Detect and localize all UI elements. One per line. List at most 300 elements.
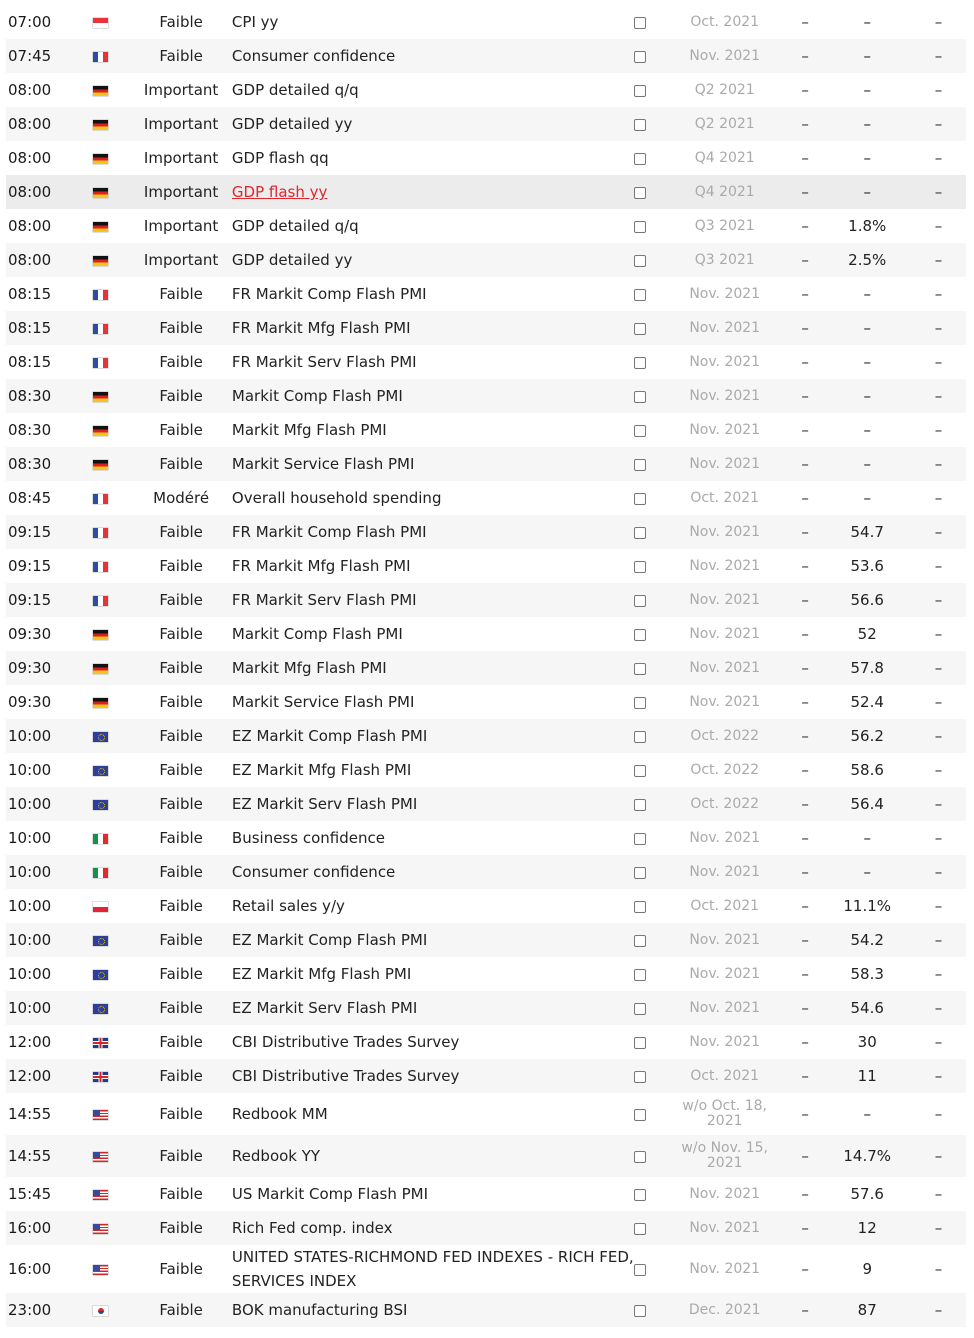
event-checkbox[interactable] xyxy=(634,595,646,607)
table-row[interactable] xyxy=(6,685,966,719)
eu-flag-icon xyxy=(93,936,108,946)
actual-value: – xyxy=(801,863,809,881)
event-checkbox[interactable] xyxy=(634,1109,646,1121)
event-name[interactable]: EZ Markit Mfg Flash PMI xyxy=(231,761,412,779)
actual-value: – xyxy=(801,1185,809,1203)
event-time: 08:15 xyxy=(8,319,52,337)
de-flag-icon xyxy=(93,664,108,674)
consensus-value: – xyxy=(934,897,943,915)
event-period: w/o Nov. 15, 2021 xyxy=(681,1140,768,1171)
event-checkbox[interactable] xyxy=(634,1151,646,1163)
previous-value: – xyxy=(863,319,871,337)
event-period: w/o Oct. 18, 2021 xyxy=(682,1098,767,1129)
event-time: 08:00 xyxy=(8,251,52,269)
consensus-value: – xyxy=(934,557,943,575)
event-name[interactable]: FR Markit Mfg Flash PMI xyxy=(231,319,411,337)
event-checkbox[interactable] xyxy=(634,1223,646,1235)
event-checkbox[interactable] xyxy=(634,1189,646,1201)
event-name[interactable]: US Markit Comp Flash PMI xyxy=(231,1185,429,1203)
event-time: 23:00 xyxy=(8,1301,52,1319)
event-name[interactable]: CPI yy xyxy=(231,13,279,31)
fr-flag-icon xyxy=(93,494,108,504)
importance-label: Faible xyxy=(159,1033,203,1051)
event-name[interactable]: FR Markit Serv Flash PMI xyxy=(231,353,417,371)
actual-value: – xyxy=(801,1301,809,1319)
de-flag-icon xyxy=(93,154,108,164)
event-period: Nov. 2021 xyxy=(689,659,761,676)
table-row[interactable] xyxy=(6,175,966,209)
fr-flag-icon xyxy=(93,562,108,572)
actual-value: – xyxy=(801,13,809,31)
event-checkbox[interactable] xyxy=(634,561,646,573)
sg-flag-icon xyxy=(93,18,108,28)
event-period: Nov. 2021 xyxy=(689,421,761,438)
importance-label: Modéré xyxy=(153,489,210,507)
event-name[interactable]: Markit Mfg Flash PMI xyxy=(231,659,387,677)
event-time: 10:00 xyxy=(8,863,52,881)
event-period: Q3 2021 xyxy=(694,251,755,268)
event-time: 09:15 xyxy=(8,557,52,575)
eu-flag-icon xyxy=(93,1004,108,1014)
event-time: 10:00 xyxy=(8,999,52,1017)
event-time: 10:00 xyxy=(8,829,52,847)
table-row[interactable] xyxy=(6,549,966,583)
event-name[interactable]: FR Markit Comp Flash PMI xyxy=(231,285,427,303)
event-checkbox[interactable] xyxy=(634,527,646,539)
event-name[interactable]: FR Markit Serv Flash PMI xyxy=(231,591,417,609)
event-name[interactable]: Rich Fed comp. index xyxy=(231,1219,393,1237)
event-name[interactable]: Markit Mfg Flash PMI xyxy=(231,421,387,439)
table-row[interactable] xyxy=(6,413,966,447)
consensus-value: – xyxy=(934,251,943,269)
previous-value: – xyxy=(863,421,871,439)
table-row[interactable] xyxy=(6,39,966,73)
importance-label: Faible xyxy=(159,1147,203,1165)
previous-value: – xyxy=(863,285,871,303)
table-row[interactable] xyxy=(6,991,966,1025)
de-flag-icon xyxy=(93,120,108,130)
event-period: Q4 2021 xyxy=(694,149,755,166)
event-time: 12:00 xyxy=(8,1067,52,1085)
table-row[interactable] xyxy=(6,243,966,277)
de-flag-icon xyxy=(93,392,108,402)
event-checkbox[interactable] xyxy=(634,1264,646,1276)
event-checkbox[interactable] xyxy=(634,901,646,913)
actual-value: – xyxy=(801,897,809,915)
table-row[interactable] xyxy=(6,73,966,107)
event-name[interactable]: Consumer confidence xyxy=(231,863,396,881)
event-time: 07:45 xyxy=(8,47,52,65)
de-flag-icon xyxy=(93,426,108,436)
event-name[interactable]: GDP flash qq xyxy=(231,149,329,167)
importance-label: Faible xyxy=(159,523,203,541)
importance-label: Faible xyxy=(159,285,203,303)
previous-value: 12 xyxy=(857,1219,877,1237)
consensus-value: – xyxy=(934,795,943,813)
event-period: Nov. 2021 xyxy=(689,591,761,608)
event-name[interactable]: Markit Comp Flash PMI xyxy=(231,625,403,643)
event-time: 10:00 xyxy=(8,931,52,949)
actual-value: – xyxy=(801,1260,809,1278)
importance-label: Important xyxy=(143,81,219,99)
kr-flag-icon xyxy=(93,1306,108,1316)
event-time: 09:15 xyxy=(8,523,52,541)
event-name[interactable]: Redbook YY xyxy=(231,1147,321,1165)
event-name[interactable]: Overall household spending xyxy=(231,489,442,507)
event-name[interactable]: EZ Markit Comp Flash PMI xyxy=(231,931,428,949)
actual-value: – xyxy=(801,659,809,677)
event-checkbox[interactable] xyxy=(634,1037,646,1049)
consensus-value: – xyxy=(934,625,943,643)
de-flag-icon xyxy=(93,86,108,96)
previous-value: 1.8% xyxy=(848,217,887,235)
event-period: Oct. 2021 xyxy=(690,1067,760,1084)
event-name[interactable]: Markit Comp Flash PMI xyxy=(231,387,403,405)
de-flag-icon xyxy=(93,698,108,708)
event-checkbox[interactable] xyxy=(634,935,646,947)
actual-value: – xyxy=(801,625,809,643)
event-checkbox[interactable] xyxy=(634,1071,646,1083)
actual-value: – xyxy=(801,455,809,473)
actual-value: – xyxy=(801,693,809,711)
actual-value: – xyxy=(801,81,809,99)
event-checkbox[interactable] xyxy=(634,1003,646,1015)
event-name[interactable]: FR Markit Comp Flash PMI xyxy=(231,523,427,541)
table-row[interactable] xyxy=(6,719,966,753)
previous-value: – xyxy=(863,353,871,371)
consensus-value: – xyxy=(934,829,943,847)
importance-label: Faible xyxy=(159,727,203,745)
event-checkbox[interactable] xyxy=(634,969,646,981)
importance-label: Faible xyxy=(159,999,203,1017)
event-checkbox[interactable] xyxy=(634,119,646,131)
event-checkbox[interactable] xyxy=(634,493,646,505)
event-time: 08:00 xyxy=(8,115,52,133)
importance-label: Faible xyxy=(159,455,203,473)
previous-value: 57.8 xyxy=(850,659,884,677)
event-time: 08:30 xyxy=(8,387,52,405)
table-row[interactable] xyxy=(6,617,966,651)
importance-label: Faible xyxy=(159,319,203,337)
actual-value: – xyxy=(801,1219,809,1237)
event-time: 08:00 xyxy=(8,217,52,235)
previous-value: 54.2 xyxy=(850,931,884,949)
table-row[interactable] xyxy=(6,787,966,821)
event-period: Oct. 2021 xyxy=(690,897,760,914)
event-checkbox[interactable] xyxy=(634,323,646,335)
previous-value: – xyxy=(863,47,871,65)
event-time: 12:00 xyxy=(8,1033,52,1051)
actual-value: – xyxy=(801,999,809,1017)
event-checkbox[interactable] xyxy=(634,85,646,97)
importance-label: Faible xyxy=(159,13,203,31)
consensus-value: – xyxy=(934,149,943,167)
importance-label: Important xyxy=(143,149,219,167)
previous-value: 52.4 xyxy=(850,693,884,711)
table-row[interactable] xyxy=(6,957,966,991)
event-checkbox[interactable] xyxy=(634,867,646,879)
consensus-value: – xyxy=(934,1260,943,1278)
eu-flag-icon xyxy=(93,970,108,980)
previous-value: – xyxy=(863,829,871,847)
event-time: 08:45 xyxy=(8,489,52,507)
event-time: 08:30 xyxy=(8,455,52,473)
event-time: 08:15 xyxy=(8,285,52,303)
de-flag-icon xyxy=(93,256,108,266)
event-name[interactable]: Markit Service Flash PMI xyxy=(231,693,415,711)
table-row[interactable] xyxy=(6,141,966,175)
event-period: Q2 2021 xyxy=(694,115,755,132)
event-time: 10:00 xyxy=(8,761,52,779)
fr-flag-icon xyxy=(93,52,108,62)
actual-value: – xyxy=(801,47,809,65)
previous-value: – xyxy=(863,149,871,167)
table-row[interactable] xyxy=(6,481,966,515)
consensus-value: – xyxy=(934,965,943,983)
us-flag-icon xyxy=(93,1190,108,1200)
event-period: Oct. 2022 xyxy=(690,727,760,744)
actual-value: – xyxy=(801,727,809,745)
importance-label: Faible xyxy=(159,795,203,813)
event-period: Q2 2021 xyxy=(694,81,755,98)
consensus-value: – xyxy=(934,1185,943,1203)
event-name[interactable]: GDP detailed yy xyxy=(231,115,353,133)
table-row[interactable] xyxy=(6,821,966,855)
event-checkbox[interactable] xyxy=(634,799,646,811)
importance-label: Important xyxy=(143,115,219,133)
event-time: 08:00 xyxy=(8,81,52,99)
us-flag-icon xyxy=(93,1224,108,1234)
event-checkbox[interactable] xyxy=(634,357,646,369)
consensus-value: – xyxy=(934,1219,943,1237)
table-row[interactable] xyxy=(6,5,966,39)
event-time: 14:55 xyxy=(8,1105,52,1123)
event-time: 08:30 xyxy=(8,421,52,439)
event-period: Oct. 2021 xyxy=(690,489,760,506)
consensus-value: – xyxy=(934,693,943,711)
gb-flag-icon xyxy=(93,1072,108,1082)
table-row[interactable] xyxy=(6,1059,966,1093)
table-row[interactable] xyxy=(6,447,966,481)
previous-value: 14.7% xyxy=(843,1147,892,1165)
event-period: Nov. 2021 xyxy=(689,965,761,982)
importance-label: Faible xyxy=(159,863,203,881)
event-checkbox[interactable] xyxy=(634,17,646,29)
actual-value: – xyxy=(801,591,809,609)
event-name[interactable]: Business confidence xyxy=(231,829,385,847)
event-checkbox[interactable] xyxy=(634,255,646,267)
actual-value: – xyxy=(801,251,809,269)
previous-value: 58.3 xyxy=(850,965,884,983)
table-row[interactable] xyxy=(6,583,966,617)
event-time: 08:00 xyxy=(8,183,52,201)
event-time: 10:00 xyxy=(8,727,52,745)
actual-value: – xyxy=(801,1067,809,1085)
consensus-value: – xyxy=(934,489,943,507)
previous-value: 56.4 xyxy=(850,795,884,813)
consensus-value: – xyxy=(934,931,943,949)
event-period: Nov. 2021 xyxy=(689,1033,761,1050)
previous-value: 30 xyxy=(857,1033,877,1051)
event-link[interactable]: GDP flash yy xyxy=(231,183,328,201)
consensus-value: – xyxy=(934,81,943,99)
consensus-value: – xyxy=(934,47,943,65)
event-period: Nov. 2021 xyxy=(689,1260,761,1277)
event-checkbox[interactable] xyxy=(634,1305,646,1317)
event-checkbox[interactable] xyxy=(634,221,646,233)
fr-flag-icon xyxy=(93,324,108,334)
table-row[interactable] xyxy=(6,753,966,787)
table-row[interactable] xyxy=(6,923,966,957)
event-checkbox[interactable] xyxy=(634,391,646,403)
event-time: 09:30 xyxy=(8,659,52,677)
table-row[interactable] xyxy=(6,209,966,243)
table-row[interactable] xyxy=(6,311,966,345)
fr-flag-icon xyxy=(93,528,108,538)
event-name[interactable]: Retail sales y/y xyxy=(231,897,345,915)
event-name[interactable]: Markit Service Flash PMI xyxy=(231,455,415,473)
event-name[interactable]: EZ Markit Comp Flash PMI xyxy=(231,727,428,745)
table-row[interactable] xyxy=(6,651,966,685)
table-row[interactable] xyxy=(6,1211,966,1245)
consensus-value: – xyxy=(934,863,943,881)
actual-value: – xyxy=(801,353,809,371)
table-row[interactable] xyxy=(6,889,966,923)
importance-label: Faible xyxy=(159,1219,203,1237)
event-name[interactable]: Redbook MM xyxy=(231,1105,328,1123)
event-checkbox[interactable] xyxy=(634,459,646,471)
consensus-value: – xyxy=(934,319,943,337)
event-name[interactable]: GDP detailed yy xyxy=(231,251,353,269)
event-name[interactable]: GDP detailed q/q xyxy=(231,81,359,99)
previous-value: 54.6 xyxy=(850,999,884,1017)
event-checkbox[interactable] xyxy=(634,663,646,675)
importance-label: Faible xyxy=(159,1105,203,1123)
importance-label: Faible xyxy=(159,353,203,371)
consensus-value: – xyxy=(934,1147,943,1165)
event-name[interactable]: GDP detailed q/q xyxy=(231,217,359,235)
de-flag-icon xyxy=(93,222,108,232)
previous-value: 11 xyxy=(857,1067,877,1085)
table-row[interactable] xyxy=(6,277,966,311)
importance-label: Faible xyxy=(159,421,203,439)
event-checkbox[interactable] xyxy=(634,187,646,199)
event-checkbox[interactable] xyxy=(634,731,646,743)
event-name[interactable]: FR Markit Mfg Flash PMI xyxy=(231,557,411,575)
event-name[interactable]: EZ Markit Serv Flash PMI xyxy=(231,999,418,1017)
economic-calendar-table xyxy=(6,5,966,1327)
event-period: Oct. 2022 xyxy=(690,795,760,812)
table-row[interactable] xyxy=(6,1293,966,1327)
consensus-value: – xyxy=(934,13,943,31)
importance-label: Important xyxy=(143,183,219,201)
event-period: Oct. 2022 xyxy=(690,761,760,778)
event-checkbox[interactable] xyxy=(634,833,646,845)
de-flag-icon xyxy=(93,188,108,198)
previous-value: – xyxy=(863,13,871,31)
previous-value: 9 xyxy=(862,1260,872,1278)
previous-value: 58.6 xyxy=(850,761,884,779)
actual-value: – xyxy=(801,1033,809,1051)
event-checkbox[interactable] xyxy=(634,697,646,709)
event-checkbox[interactable] xyxy=(634,289,646,301)
event-period: Nov. 2021 xyxy=(689,47,761,64)
event-period: Nov. 2021 xyxy=(689,1185,761,1202)
pl-flag-icon xyxy=(93,902,108,912)
importance-label: Faible xyxy=(159,1260,203,1278)
importance-label: Faible xyxy=(159,829,203,847)
importance-label: Important xyxy=(143,251,219,269)
consensus-value: – xyxy=(934,727,943,745)
table-row[interactable] xyxy=(6,1245,966,1293)
consensus-value: – xyxy=(934,1301,943,1319)
event-name[interactable]: CBI Distributive Trades Survey xyxy=(231,1067,460,1085)
table-row[interactable] xyxy=(6,515,966,549)
event-checkbox[interactable] xyxy=(634,153,646,165)
previous-value: – xyxy=(863,387,871,405)
event-time: 16:00 xyxy=(8,1260,52,1278)
consensus-value: – xyxy=(934,387,943,405)
importance-label: Faible xyxy=(159,931,203,949)
eu-flag-icon xyxy=(93,766,108,776)
event-checkbox[interactable] xyxy=(634,629,646,641)
previous-value: – xyxy=(863,115,871,133)
de-flag-icon xyxy=(93,630,108,640)
importance-label: Faible xyxy=(159,1185,203,1203)
event-time: 10:00 xyxy=(8,897,52,915)
fr-flag-icon xyxy=(93,358,108,368)
importance-label: Faible xyxy=(159,1067,203,1085)
event-name[interactable]: CBI Distributive Trades Survey xyxy=(231,1033,460,1051)
previous-value: – xyxy=(863,183,871,201)
eu-flag-icon xyxy=(93,800,108,810)
event-period: Nov. 2021 xyxy=(689,1219,761,1236)
event-name[interactable]: EZ Markit Serv Flash PMI xyxy=(231,795,418,813)
actual-value: – xyxy=(801,489,809,507)
consensus-value: – xyxy=(934,591,943,609)
event-period: Nov. 2021 xyxy=(689,829,761,846)
event-period: Nov. 2021 xyxy=(689,285,761,302)
event-name[interactable]: BOK manufacturing BSI xyxy=(231,1301,408,1319)
importance-label: Faible xyxy=(159,47,203,65)
event-checkbox[interactable] xyxy=(634,51,646,63)
table-row[interactable] xyxy=(6,855,966,889)
importance-label: Faible xyxy=(159,965,203,983)
table-row[interactable] xyxy=(6,345,966,379)
table-row[interactable] xyxy=(6,1093,966,1135)
event-checkbox[interactable] xyxy=(634,765,646,777)
actual-value: – xyxy=(801,217,809,235)
table-row[interactable] xyxy=(6,379,966,413)
table-row[interactable] xyxy=(6,107,966,141)
previous-value: 53.6 xyxy=(850,557,884,575)
gb-flag-icon xyxy=(93,1038,108,1048)
previous-value: 87 xyxy=(857,1301,877,1319)
event-name[interactable]: UNITED STATES-RICHMOND FED INDEXES - RICH FED, SERVICES INDEX xyxy=(231,1248,634,1290)
importance-label: Faible xyxy=(159,659,203,677)
event-checkbox[interactable] xyxy=(634,425,646,437)
event-name[interactable]: EZ Markit Mfg Flash PMI xyxy=(231,965,412,983)
table-row[interactable] xyxy=(6,1025,966,1059)
consensus-value: – xyxy=(934,999,943,1017)
table-row[interactable] xyxy=(6,1177,966,1211)
event-period: Nov. 2021 xyxy=(689,353,761,370)
table-row[interactable] xyxy=(6,1135,966,1177)
actual-value: – xyxy=(801,421,809,439)
event-name[interactable]: Consumer confidence xyxy=(231,47,396,65)
it-flag-icon xyxy=(93,834,108,844)
fr-flag-icon xyxy=(93,290,108,300)
